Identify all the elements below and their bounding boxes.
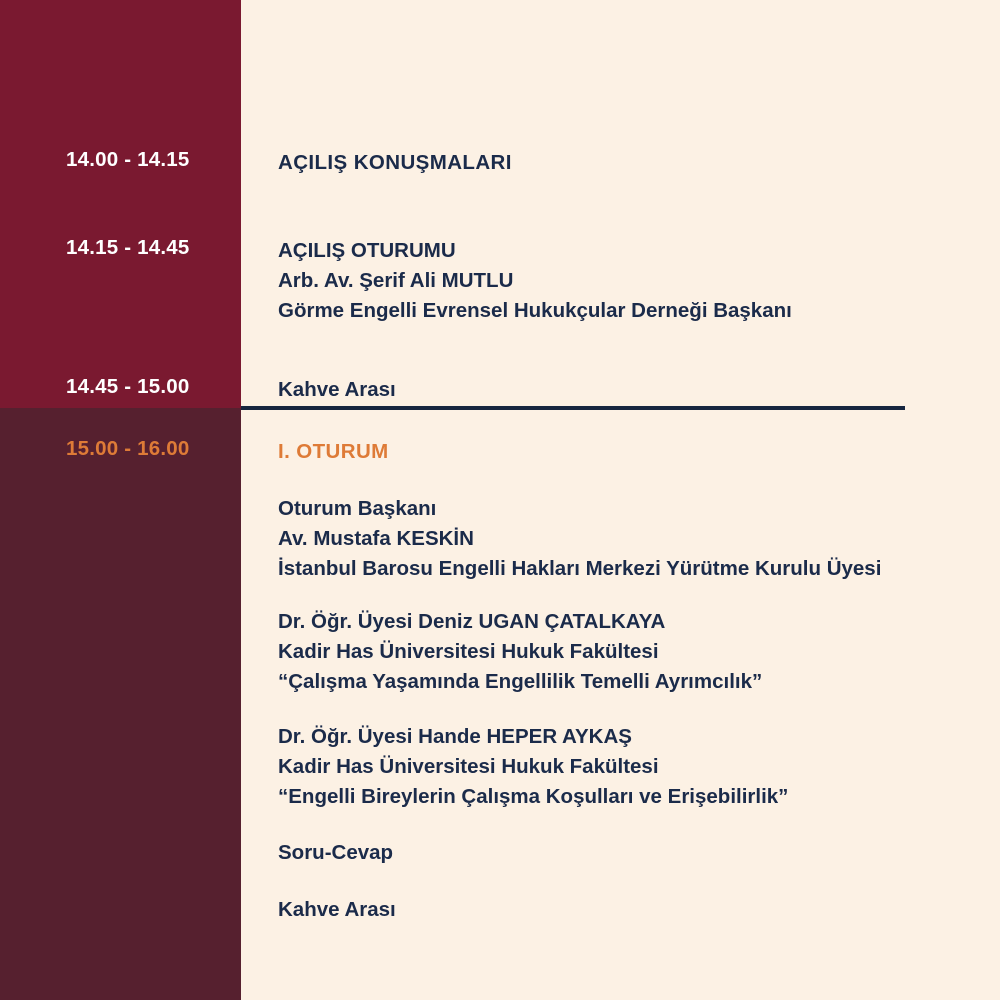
chair-affiliation: İstanbul Barosu Engelli Hakları Merkezi Yürütme Kurulu Üyesi	[278, 557, 882, 580]
speaker-2-topic: “Engelli Bireylerin Çalışma Koşulları ve Erişebilirlik”	[278, 785, 789, 808]
opening-session-speaker-name: Arb. Av. Şerif Ali MUTLU	[278, 269, 514, 292]
speaker-1-name: Dr. Öğr. Üyesi Deniz UGAN ÇATALKAYA	[278, 610, 666, 633]
speaker-1-affiliation: Kadir Has Üniversitesi Hukuk Fakültesi	[278, 640, 659, 663]
time-label-coffee-break: 14.45 - 15.00	[66, 375, 190, 398]
session-one-qa-label: Soru-Cevap	[278, 841, 394, 864]
time-label-session-one: 15.00 - 16.00	[66, 437, 190, 460]
entry-opening-session	[278, 236, 792, 326]
entry-opening-speeches-title: AÇILIŞ KONUŞMALARI	[278, 151, 512, 174]
session-one-speaker-1	[278, 607, 762, 697]
entry-session-one-title: I. OTURUM	[278, 440, 389, 463]
speaker-1-topic: “Çalışma Yaşamında Engellilik Temelli Ayrımcılık”	[278, 670, 763, 693]
time-column-lower-band	[0, 408, 241, 1000]
session-one-break-label: Kahve Arası	[278, 898, 396, 921]
entry-coffee-break-label: Kahve Arası	[278, 378, 396, 401]
time-column-upper-band	[0, 0, 241, 408]
section-divider	[241, 406, 905, 410]
speaker-2-name: Dr. Öğr. Üyesi Hande HEPER AYKAŞ	[278, 725, 632, 748]
opening-session-speaker-affiliation: Görme Engelli Evrensel Hukukçular Derneği Başkanı	[278, 299, 792, 322]
chair-role: Oturum Başkanı	[278, 497, 437, 520]
time-label-opening-session: 14.15 - 14.45	[66, 236, 190, 259]
opening-session-title: AÇILIŞ OTURUMU	[278, 239, 456, 262]
time-label-opening-speeches: 14.00 - 14.15	[66, 148, 190, 171]
session-one-chair	[278, 494, 881, 584]
chair-name: Av. Mustafa KESKİN	[278, 527, 474, 550]
session-one-speaker-2	[278, 722, 788, 812]
speaker-2-affiliation: Kadir Has Üniversitesi Hukuk Fakültesi	[278, 755, 659, 778]
